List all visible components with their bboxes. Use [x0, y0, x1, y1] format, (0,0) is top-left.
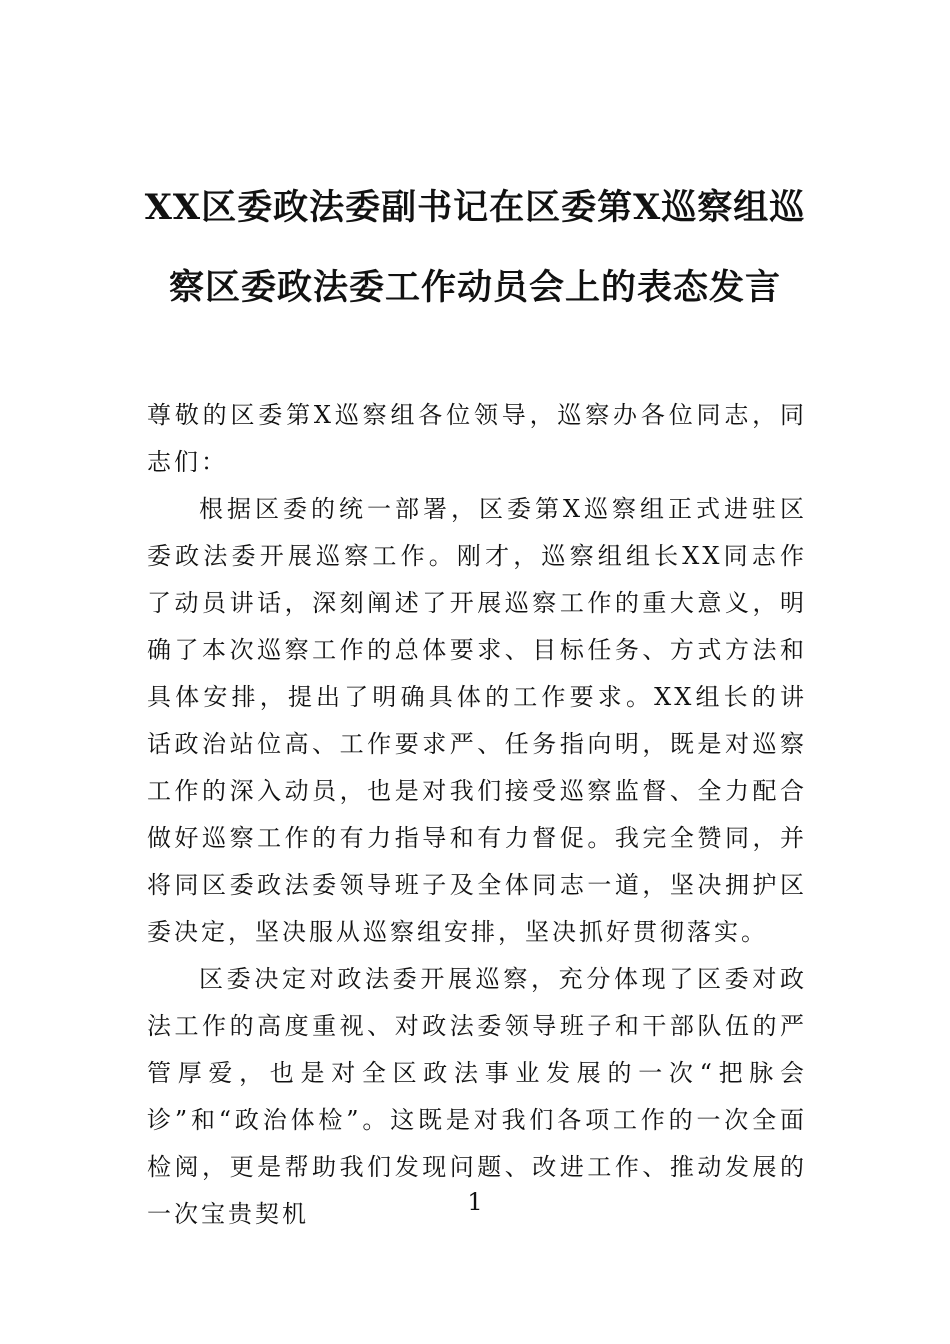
- greeting: 尊敬的区委第X巡察组各位领导，巡察办各位同志，同志们：: [147, 401, 807, 476]
- title-line-2: 察区委政法委工作动员会上的表态发言: [168, 267, 781, 308]
- title-line-1: XX区委政法委副书记在区委第X巡察组巡: [144, 187, 806, 228]
- document-title: [130, 168, 820, 328]
- paragraph-2: 区委决定对政法委开展巡察，充分体现了区委对政法工作的高度重视、对政法委领导班子和干部队伍的严管厚爱，也是对全区政法事业发展的一次“把脉会诊”和“政治体检”。这既是对我们各项工作的一次全面检阅，更是帮助我们发现问题、改进工作、推动发展的一次宝贵契机: [147, 965, 807, 1228]
- page-number: 1: [467, 1188, 483, 1216]
- document-body: [147, 392, 807, 1238]
- paragraph-1: 根据区委的统一部署，区委第X巡察组正式进驻区委政法委开展巡察工作。刚才，巡察组组长XX同志作了动员讲话，深刻阐述了开展巡察工作的重大意义，明确了本次巡察工作的总体要求、目标任务、方式方法和具体安排，提出了明确具体的工作要求。XX组长的讲话政治站位高、工作要求严、任务指向明，既是对巡察工作的深入动员，也是对我们接受巡察监督、全力配合做好巡察工作的有力指导和有力督促。我完全赞同，并将同区委政法委领导班子及全体同志一道，坚决拥护区委决定，坚决服从巡察组安排，坚决抓好贯彻落实。: [147, 495, 807, 946]
